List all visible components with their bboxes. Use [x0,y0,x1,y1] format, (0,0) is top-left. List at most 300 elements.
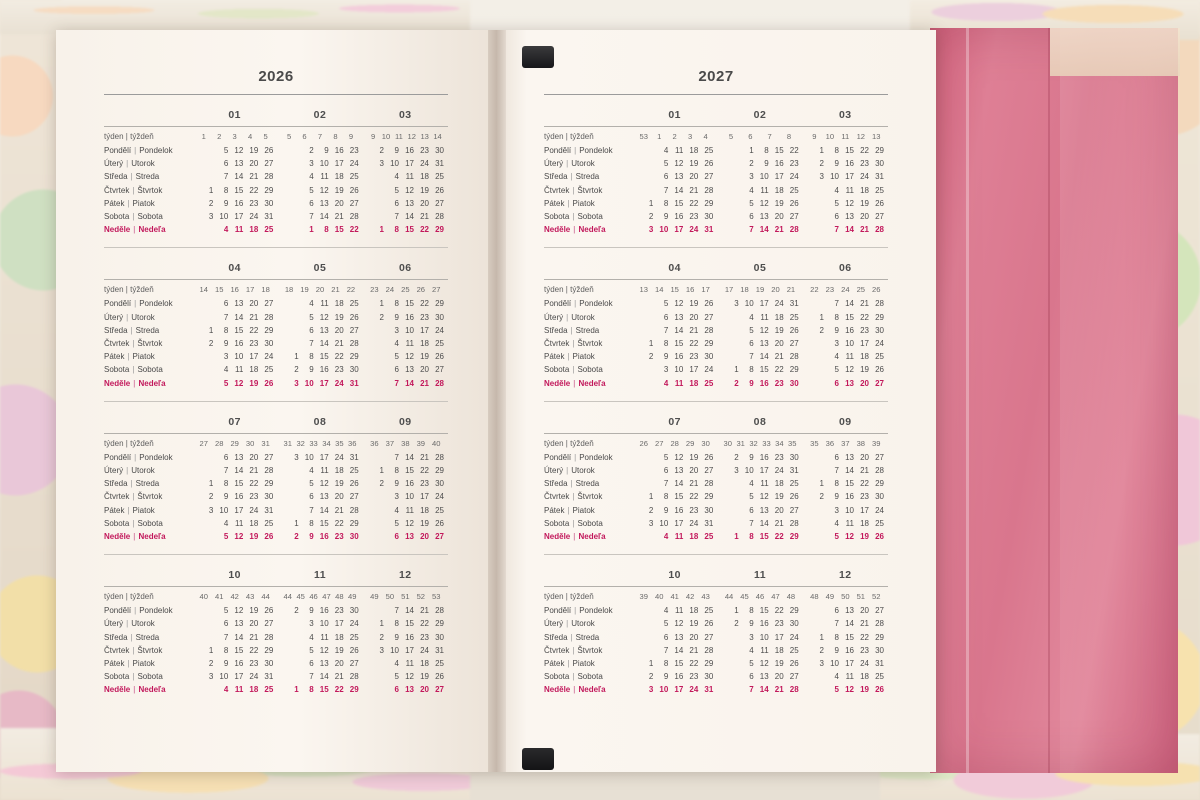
day-number: 28 [789,225,799,235]
day-number: 2 [309,146,314,155]
day-name-cs: Středa [544,479,568,489]
day-number: 25 [264,685,274,695]
day-number: 25 [435,659,444,669]
day-number: 7 [749,518,754,528]
day-number: 10 [759,632,769,642]
week-number: 41 [670,592,679,602]
day-number: 16 [234,339,244,349]
day-number: 25 [349,466,359,476]
day-number: 26 [435,185,444,195]
day-number: 30 [704,672,714,682]
day-number: 10 [659,685,669,695]
month-number: 05 [313,262,327,275]
day-name-separator: | [566,159,569,169]
day-number-group [632,297,717,310]
day-name-separator: | [134,452,137,462]
day-number: 2 [819,645,824,655]
week-number: 10 [825,132,835,141]
day-number: 18 [334,299,344,309]
quarter-block [544,109,888,248]
day-name-separator: | [126,312,129,322]
page-right-2027 [496,30,936,772]
day-number: 22 [789,146,799,155]
week-number: 43 [701,592,710,602]
day-number: 8 [223,645,229,655]
day-number: 12 [234,378,244,388]
day-name-sk: Nedeľa [138,225,166,235]
day-number: 3 [379,159,384,169]
day-row [544,504,888,517]
week-number: 49 [370,592,379,602]
day-number: 12 [674,299,684,309]
day-number: 2 [819,492,824,502]
week-number: 27 [432,285,441,295]
day-number: 30 [264,339,274,349]
day-number: 12 [234,606,244,616]
day-number: 3 [394,325,399,335]
day-number: 31 [875,659,884,669]
day-number: 3 [294,452,299,462]
day-number: 15 [774,146,784,155]
week-number-group [717,439,802,448]
day-name-sk: Štvrtok [577,645,603,655]
day-number: 7 [834,299,839,309]
day-number-group [717,451,802,464]
day-name-sk: Nedeľa [578,225,606,235]
day-number: 20 [860,452,869,462]
week-number: 49 [825,592,835,602]
day-number: 11 [235,365,244,375]
day-number: 23 [349,146,359,155]
day-number-group [277,657,362,670]
day-name-cs: Středa [104,172,128,182]
day-number: 11 [235,518,244,528]
day-name-label [544,490,632,503]
month-number: 12 [838,569,852,582]
day-row [544,617,888,630]
day-number: 17 [774,172,784,182]
day-number: 3 [648,685,654,695]
day-number: 30 [435,632,444,642]
week-number-group [632,132,717,141]
day-number: 18 [774,185,784,195]
day-name-separator: | [132,339,135,349]
block-divider [544,247,888,248]
week-number-group [632,592,717,601]
day-number: 18 [689,532,699,542]
day-number: 24 [860,659,869,669]
day-number: 13 [845,212,854,222]
day-name-label [104,464,192,477]
week-number-group [277,439,362,448]
week-number-row [104,280,448,297]
month-number: 11 [753,569,767,582]
day-name-sk: Utorok [571,312,595,322]
day-number-group [632,451,717,464]
day-number-group [277,363,362,376]
day-number: 18 [774,312,784,322]
day-number: 19 [334,185,344,195]
day-number: 10 [759,172,769,182]
day-row [104,337,448,350]
week-number: 36 [825,438,835,448]
day-number: 5 [309,312,314,322]
day-number: 20 [689,466,699,476]
day-number: 2 [819,159,824,169]
week-number: 34 [775,438,784,448]
day-row-sunday [104,377,448,390]
day-number-group [632,490,717,503]
day-name-cs: Čtvrtek [544,645,570,655]
day-number-group [192,657,277,670]
day-number: 22 [420,619,429,629]
day-name-label [544,517,632,530]
day-name-sk: Utorok [571,466,595,476]
day-number: 22 [689,492,699,502]
day-number: 2 [379,479,384,489]
day-name-cs: Neděle [544,225,571,235]
day-number: 27 [349,492,359,502]
day-number-group [192,517,277,530]
day-number-group [803,197,888,210]
day-number: 9 [309,365,314,375]
day-number-group [192,324,277,337]
day-number-group [632,377,717,390]
day-number: 2 [208,659,214,669]
day-number: 14 [234,466,244,476]
week-number: 2 [217,132,222,141]
day-number: 14 [405,212,414,222]
day-number: 27 [789,505,799,515]
day-number-group [717,363,802,376]
day-number: 26 [875,198,884,208]
day-number: 9 [749,378,754,388]
day-number: 20 [860,378,869,388]
day-number: 31 [264,212,274,222]
day-number: 21 [774,685,784,695]
day-number: 24 [435,325,444,335]
day-number: 6 [749,212,754,222]
day-number-group [803,210,888,223]
day-number: 4 [749,479,754,489]
day-name-label [544,631,632,644]
day-name-cs: Pondělí [544,606,572,616]
day-name-cs: Pondělí [104,452,132,462]
day-number: 30 [264,659,274,669]
day-number-group [363,657,448,670]
day-number: 7 [663,185,669,195]
day-name-separator: | [134,299,137,309]
day-number: 6 [749,505,754,515]
day-number: 6 [834,378,839,388]
day-row-sunday [544,683,888,696]
week-number: 6 [302,132,307,141]
month-number: 07 [228,415,241,428]
block-divider [104,247,448,248]
day-name-label [544,324,632,337]
day-number: 30 [704,505,714,515]
week-number: 45 [296,592,305,602]
day-number: 7 [663,645,669,655]
day-number: 26 [264,146,274,155]
week-number-group [192,132,277,141]
day-number: 22 [689,198,699,208]
day-number: 23 [249,492,259,502]
day-number: 11 [760,479,769,489]
week-number: 27 [654,438,664,448]
week-number-row [544,434,888,451]
day-number-group [277,683,362,696]
day-number: 15 [759,532,769,542]
day-number: 14 [234,632,244,642]
day-number: 26 [264,606,274,616]
day-number: 21 [860,466,869,476]
week-number: 40 [432,438,441,448]
quarter-block [104,569,448,700]
day-number: 20 [689,632,699,642]
calendar-blocks-2026 [56,109,496,701]
day-number: 16 [405,312,414,322]
week-number: 13 [639,285,648,295]
day-number: 17 [689,365,699,375]
day-number: 20 [249,299,259,309]
day-number-group [363,670,448,683]
month-header-spacer [544,109,632,121]
day-number: 5 [749,659,754,669]
day-number: 29 [704,659,714,669]
day-number-group [803,350,888,363]
day-row [544,670,888,683]
day-row [104,670,448,683]
day-number: 23 [334,365,344,375]
day-number: 12 [759,198,769,208]
week-number-group [803,285,888,294]
day-number: 8 [394,225,399,235]
day-number: 14 [405,606,414,616]
week-number: 10 [381,132,391,141]
day-number-group [363,631,448,644]
month-header-row [544,569,888,581]
week-row-label: týden | týždeň [544,438,594,448]
day-number: 25 [264,225,274,235]
day-row [104,324,448,337]
day-number: 25 [264,365,274,375]
day-number: 29 [264,645,274,655]
day-number: 11 [234,685,244,695]
week-number: 50 [841,592,850,602]
day-number: 3 [648,518,654,528]
day-name-label [544,657,632,670]
day-number: 11 [845,672,854,682]
day-number: 8 [223,325,229,335]
day-number: 21 [860,299,869,309]
day-name-separator: | [127,198,130,208]
open-diary-pages [56,30,936,772]
day-name-cs: Neděle [544,378,571,388]
day-number: 11 [234,225,244,235]
day-number: 6 [834,452,839,462]
day-number: 4 [309,466,314,476]
day-number: 28 [435,378,444,388]
day-number: 15 [319,685,329,695]
day-number: 11 [845,518,854,528]
week-number-group [632,285,717,294]
day-number: 27 [875,606,884,616]
day-number: 19 [860,685,869,695]
day-number: 13 [845,452,854,462]
week-number: 6 [748,132,753,141]
day-name-cs: Sobota [104,672,130,682]
day-number: 22 [249,645,259,655]
day-number: 7 [663,479,669,489]
day-number: 1 [309,225,314,235]
day-number: 30 [435,479,444,489]
day-number-group [803,631,888,644]
day-name-label [544,311,632,324]
day-number: 19 [249,146,259,155]
day-number: 25 [789,479,799,489]
day-name-separator: | [126,159,129,169]
quarter-block [544,416,888,555]
day-name-label [544,363,632,376]
week-row-label: týden | týždeň [104,285,154,295]
week-number: 9 [370,132,376,141]
day-number: 15 [234,325,244,335]
day-number: 22 [420,466,429,476]
day-number: 27 [789,672,799,682]
week-number: 29 [230,438,239,448]
day-number: 21 [420,378,429,388]
week-number: 32 [296,438,305,448]
day-row-sunday [104,683,448,696]
day-number: 12 [845,685,854,695]
day-row-sunday [104,223,448,236]
day-row [104,297,448,310]
day-number: 22 [689,659,699,669]
day-number-group [277,504,362,517]
day-number-group [803,324,888,337]
day-number: 3 [819,659,824,669]
day-name-sk: Nedeľa [578,685,606,695]
week-number: 14 [654,285,664,295]
day-number: 26 [264,378,274,388]
day-number: 2 [208,492,214,502]
day-name-cs: Sobota [544,672,570,682]
day-number: 22 [860,312,869,322]
day-number-group [717,670,802,683]
day-number-group [717,490,802,503]
day-number: 11 [320,172,329,182]
day-number: 7 [834,225,839,235]
week-number-group [192,592,277,601]
day-row [544,644,888,657]
day-number: 2 [734,619,739,629]
day-number-group [363,210,448,223]
day-number: 27 [704,466,714,476]
day-number: 6 [394,532,399,542]
day-number: 29 [875,632,884,642]
day-number: 6 [223,299,229,309]
day-number: 18 [334,172,344,182]
month-number: 06 [398,262,412,275]
day-name-separator: | [572,672,575,682]
month-header-row [544,262,888,274]
day-number: 12 [759,659,769,669]
day-name-sk: Pondelok [579,606,613,616]
day-number: 5 [309,645,314,655]
day-number: 27 [264,159,274,169]
day-name-sk: Pondelok [579,146,613,155]
block-divider [544,401,888,402]
week-number: 1 [201,132,206,141]
week-number: 39 [416,438,426,448]
day-number: 21 [249,632,259,642]
day-number: 15 [759,606,769,616]
week-number-group [803,132,888,141]
day-number: 22 [420,299,429,309]
day-number: 4 [223,365,229,375]
day-number-group [717,197,802,210]
day-number: 6 [834,212,839,222]
day-name-cs: Úterý [544,159,564,169]
day-number: 3 [208,505,214,515]
quarter-block [544,262,888,401]
day-number: 31 [349,378,359,388]
day-row-sunday [544,377,888,390]
day-row [544,631,888,644]
week-number: 26 [872,285,881,295]
week-number: 9 [348,132,354,141]
day-number: 3 [309,159,314,169]
week-number: 52 [872,592,881,602]
day-row [104,363,448,376]
week-number: 37 [385,438,395,448]
day-number: 17 [759,299,769,309]
day-name-sk: Sobota [137,518,163,528]
day-number: 20 [420,685,429,695]
day-number: 4 [394,505,399,515]
day-number-group [803,464,888,477]
day-number: 1 [208,325,214,335]
day-number: 29 [789,532,799,542]
day-number: 12 [674,159,684,169]
day-number: 8 [663,339,669,349]
day-number: 22 [249,185,259,195]
day-number: 18 [249,365,259,375]
day-number-group [803,604,888,617]
day-number: 30 [875,325,884,335]
week-number: 23 [370,285,379,295]
day-number: 12 [845,532,854,542]
day-number: 10 [219,672,229,682]
day-name-cs: Středa [104,632,128,642]
day-number: 20 [860,212,869,222]
day-number: 2 [648,672,654,682]
week-number: 8 [786,132,792,141]
block-divider [544,554,888,555]
day-name-cs: Neděle [544,532,571,542]
month-number: 01 [228,109,241,121]
day-row [104,617,448,630]
day-number: 31 [264,672,274,682]
day-number: 4 [749,312,754,322]
day-number: 9 [309,532,314,542]
day-number: 24 [249,212,259,222]
day-number: 17 [334,619,344,629]
week-number: 32 [749,438,758,448]
day-number: 9 [834,492,839,502]
day-name-separator: | [573,378,576,388]
